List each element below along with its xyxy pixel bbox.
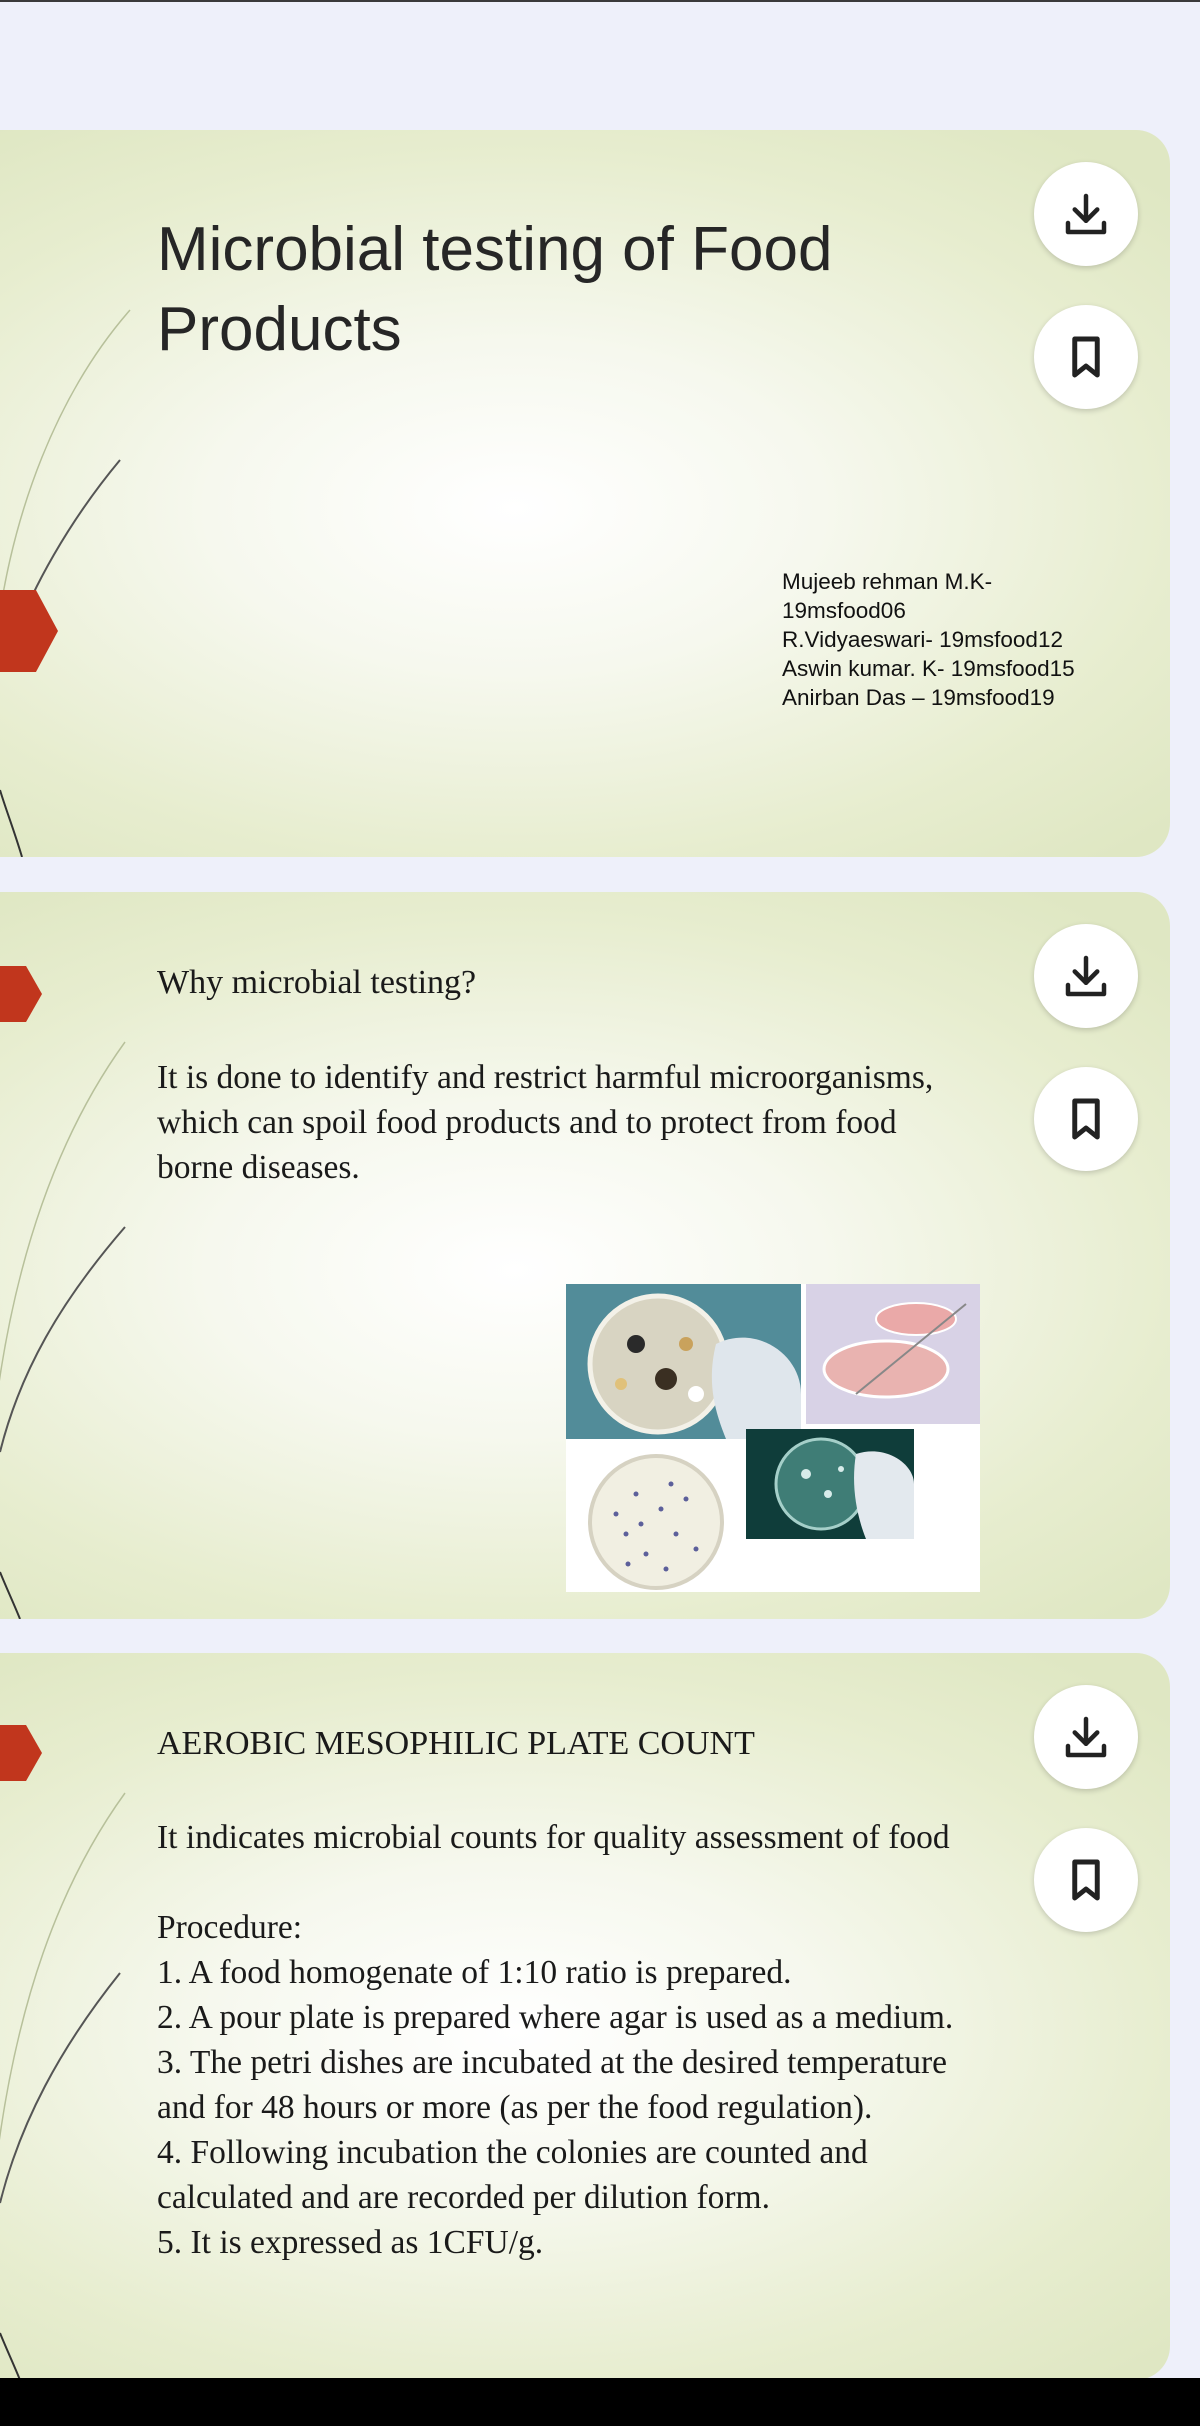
slide-2[interactable] xyxy=(0,892,1170,1619)
procedure-label: Procedure: xyxy=(157,1909,303,1946)
slide-body-line: It is done to identify and restrict harmful microorganisms, xyxy=(157,1059,934,1096)
top-border xyxy=(0,0,1200,2)
download-button[interactable] xyxy=(1034,1685,1138,1789)
download-button[interactable] xyxy=(1034,924,1138,1028)
slide-title: Microbial testing of Food Products xyxy=(157,215,833,364)
bookmark-button[interactable] xyxy=(1034,1067,1138,1171)
procedure-step: 5. It is expressed as 1CFU/g. xyxy=(157,2224,544,2261)
download-icon xyxy=(1059,1710,1113,1764)
slide-heading: AEROBIC MESOPHILIC PLATE COUNT xyxy=(157,1725,755,1762)
author-line: 19msfood06 xyxy=(782,598,906,623)
petri-dish-collage-image xyxy=(566,1284,980,1592)
slide-body-line: borne diseases. xyxy=(157,1149,360,1186)
bookmark-button[interactable] xyxy=(1034,305,1138,409)
bookmark-icon xyxy=(1059,1853,1113,1907)
author-line: R.Vidyaeswari- 19msfood12 xyxy=(782,627,1063,652)
author-line: Aswin kumar. K- 19msfood15 xyxy=(782,656,1075,681)
slide-decoration xyxy=(0,130,140,857)
author-line: Anirban Das – 19msfood19 xyxy=(782,685,1055,710)
slide-intro: It indicates microbial counts for quality assessment of food xyxy=(157,1819,950,1856)
authors-list xyxy=(782,567,1112,712)
procedure-step: calculated and are recorded per dilution form. xyxy=(157,2179,770,2216)
bookmark-icon xyxy=(1059,330,1113,384)
download-icon xyxy=(1059,949,1113,1003)
procedure-step: and for 48 hours or more (as per the food regulation). xyxy=(157,2089,873,2126)
slide-heading: Why microbial testing? xyxy=(157,964,477,1001)
download-icon xyxy=(1059,187,1113,241)
download-button[interactable] xyxy=(1034,162,1138,266)
slide-body-line: which can spoil food products and to protect from food xyxy=(157,1104,897,1141)
procedure-step: 4. Following incubation the colonies are counted and xyxy=(157,2134,868,2171)
procedure-step: 1. A food homogenate of 1:10 ratio is prepared. xyxy=(157,1954,792,1991)
slide-3[interactable] xyxy=(0,1653,1170,2380)
author-line: Mujeeb rehman M.K- xyxy=(782,569,993,594)
bottom-bar xyxy=(0,2378,1200,2426)
procedure-step: 3. The petri dishes are incubated at the desired temperature xyxy=(157,2044,948,2081)
bookmark-icon xyxy=(1059,1092,1113,1146)
slide-1[interactable] xyxy=(0,130,1170,857)
bookmark-button[interactable] xyxy=(1034,1828,1138,1932)
procedure-step: 2. A pour plate is prepared where agar is used as a medium. xyxy=(157,1999,954,2036)
